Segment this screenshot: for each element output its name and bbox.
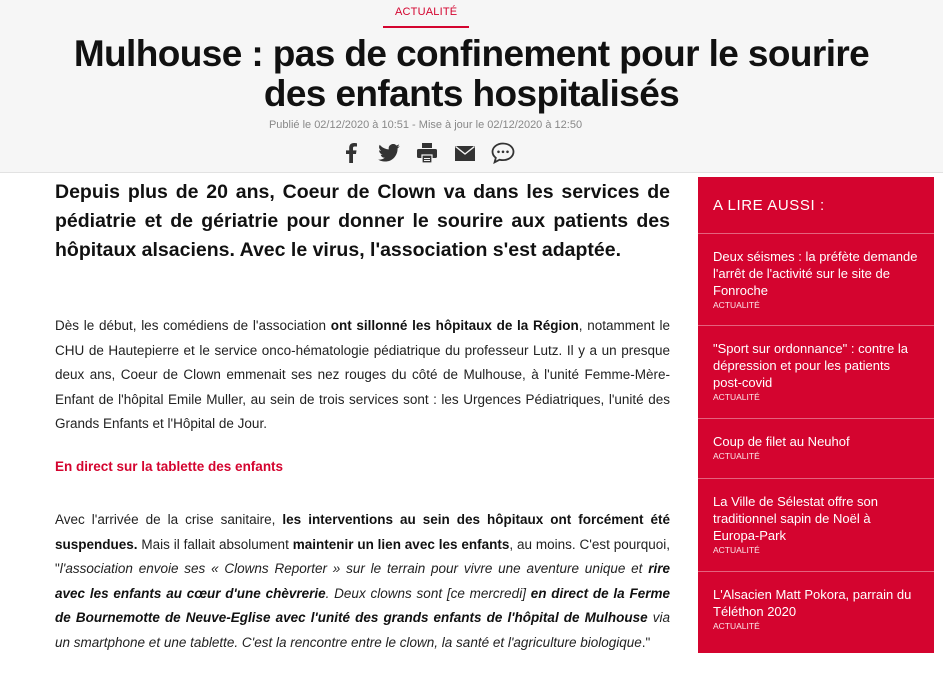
page-title: Mulhouse : pas de confinement pour le sourire des enfants hospitalisés <box>73 33 870 114</box>
paragraph-2-quote-f: l'association envoie ses « Clowns Reporter » sur le terrain pour vivre une aventure unique et <box>59 561 649 576</box>
related-article-category: ACTUALITÉ <box>713 545 760 555</box>
article-header <box>0 0 943 173</box>
facebook-icon[interactable] <box>339 141 363 165</box>
print-icon[interactable] <box>415 141 439 165</box>
related-articles-sidebar <box>698 177 934 653</box>
related-article-category: ACTUALITÉ <box>713 300 760 310</box>
paragraph-2-quote-bold-i: en direct de la Ferme de Bournemotte de Neuve-Eglise avec l'unité des grands enfants de l'hôpital de Mulhouse <box>55 585 670 625</box>
related-article-3[interactable] <box>698 418 934 467</box>
related-article-1[interactable] <box>698 233 934 312</box>
paragraph-2 <box>55 508 670 655</box>
related-article-2[interactable] <box>698 325 934 404</box>
related-article-title: Coup de filet au Neuhof <box>713 434 850 449</box>
paragraph-1-text-c: , notamment le CHU de Hautepierre et le service onco-hématologie pédiatrique du professeur Lutz. Il y a un presque deux ans, Coeur de Clown emmenait ses nez rouges du côté de Mulhouse, à l'unité Femme-Mère-Enfant de l'hôpital Emile Muller, au sein de trois services sont : les Urgences Pédiatriques, l'unité des Grands Enfants et l'Hôpital de Jour. <box>55 318 670 431</box>
related-article-category: ACTUALITÉ <box>713 621 760 631</box>
paragraph-1-text-a: Dès le début, les comédiens de l'association <box>55 318 331 333</box>
paragraph-2-quote <box>55 561 670 650</box>
paragraph-2-text-c: Mais il fallait absolument <box>137 536 293 552</box>
related-article-title: La Ville de Sélestat offre son traditionnel sapin de Noël à Europa-Park <box>713 494 879 543</box>
paragraph-2-quote-bold-g: rire avec les enfants au cœur d'une chèvrerie <box>55 561 670 601</box>
publish-date: Publié le 02/12/2020 à 10:51 - Mise à jour le 02/12/2020 à 12:50 <box>268 119 583 131</box>
sidebar-heading: A LIRE AUSSI : <box>713 197 825 214</box>
related-article-title: Deux séismes : la préfète demande l'arrêt de l'activité sur le site de Fonroche <box>713 249 918 298</box>
paragraph-2-bold-d: maintenir un lien avec les enfants <box>292 536 510 552</box>
related-article-title: "Sport sur ordonnance" : contre la dépression et pour les patients post-covid <box>713 341 908 390</box>
paragraph-2-text-a: Avec l'arrivée de la crise sanitaire, <box>55 512 283 527</box>
related-article-5[interactable] <box>698 571 934 634</box>
paragraph-2-quote-h: . Deux clowns sont [ce mercredi] <box>325 585 531 601</box>
paragraph-1 <box>55 314 670 437</box>
twitter-icon[interactable] <box>377 141 401 165</box>
comment-icon[interactable] <box>491 141 515 165</box>
paragraph-2-bold-b: les interventions au sein des hôpitaux ont forcément été suspendues. <box>55 512 670 552</box>
paragraph-1-bold: ont sillonné les hôpitaux de la Région <box>330 318 579 333</box>
paragraph-2-quote-j: via un smartphone et une tablette. C'est la rencontre entre le clown, la santé et l'agriculture biologique <box>55 610 670 650</box>
paragraph-2-text-k: ." <box>641 634 651 650</box>
related-article-category: ACTUALITÉ <box>713 451 760 461</box>
related-article-4[interactable] <box>698 478 934 559</box>
related-article-title: L'Alsacien Matt Pokora, parrain du Téléthon 2020 <box>713 587 912 619</box>
mail-icon[interactable] <box>453 141 477 165</box>
category-tag[interactable]: ACTUALITÉ <box>383 0 469 28</box>
share-bar <box>339 141 515 165</box>
section-subheading: En direct sur la tablette des enfants <box>55 459 284 474</box>
paragraph-2-text-e: , au moins. C'est pourquoi, " <box>55 536 670 576</box>
related-article-category: ACTUALITÉ <box>713 392 760 402</box>
article-lead: Depuis plus de 20 ans, Coeur de Clown va dans les services de pédiatrie et de gériatrie pour donner le sourire aux patients des hôpitaux alsaciens. Avec le virus, l'association s'est adaptée. <box>55 181 670 261</box>
